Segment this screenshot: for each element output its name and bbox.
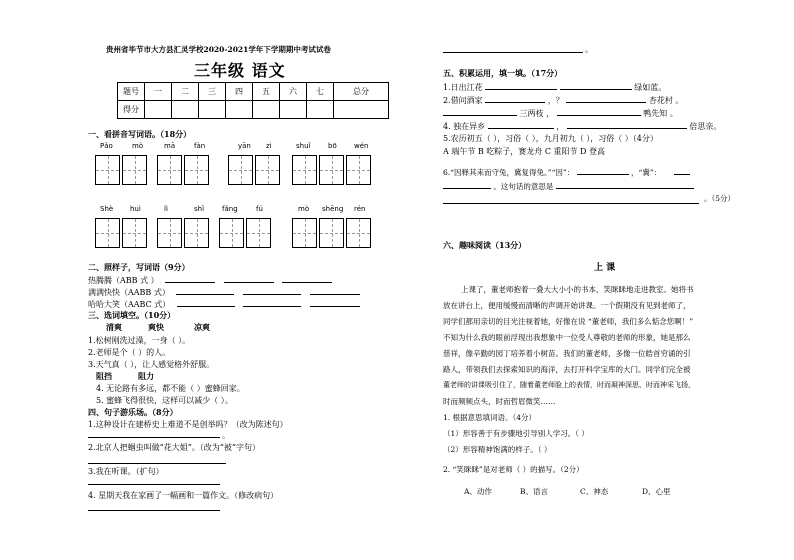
writing-grid[interactable] (292, 155, 317, 185)
passage-line: 董老师的讲课吸引住了，随着董老师脸上的表情，时而凝神深思，时而神采飞扬， (443, 381, 695, 389)
pinyin: zi (266, 142, 272, 150)
score-cell[interactable] (172, 101, 199, 119)
s2-example: 满满快快（AABB 式） (88, 288, 170, 297)
s5-line6 (443, 166, 690, 178)
s5-line2 (443, 94, 683, 106)
score-cell[interactable] (334, 101, 389, 119)
period: 。 (222, 431, 230, 440)
writing-grid[interactable] (157, 155, 182, 185)
score-col: 四 (226, 83, 253, 101)
writing-grid[interactable] (157, 218, 182, 248)
score-col: 一 (145, 83, 172, 101)
section4-heading: 四、句子游乐场。（8分） (88, 407, 178, 417)
passage-line: 同学们都用亲切的目光注视着她，好像在说 “董老师，我们多么惦念您啊！” (443, 317, 694, 326)
passage-line: 路人，带领我们去探索知识的海洋，去打开科学宝库的大门。同学们完全被 (443, 365, 691, 374)
answer-blank[interactable] (177, 298, 235, 307)
pinyin: yān (238, 142, 251, 150)
pinyin: fú (256, 205, 263, 213)
writing-grid[interactable] (219, 218, 244, 248)
writing-grid[interactable] (184, 218, 209, 248)
score-cell[interactable] (226, 101, 253, 119)
s3-line4: 4. 无论路有多远，都不能（ ）蜜蜂回家。 (96, 384, 245, 393)
answer-blank[interactable] (577, 166, 629, 175)
answer-blank[interactable] (674, 166, 690, 175)
pinyin: Shè (100, 205, 114, 213)
q1b: （2）形容精神饱满的样子。（ ） (443, 445, 552, 454)
score-col: 七 (307, 83, 334, 101)
score-cell[interactable] (145, 101, 172, 119)
writing-grid[interactable] (122, 218, 147, 248)
poem-text: ， (556, 122, 565, 131)
s2-line1 (88, 274, 332, 286)
pinyin: bō (328, 142, 337, 150)
question-text: ，“冀”： (631, 168, 662, 177)
writing-grid[interactable] (95, 218, 120, 248)
score-cell[interactable] (199, 101, 226, 119)
pinyin: lì (164, 205, 168, 213)
answer-blank[interactable] (488, 120, 554, 129)
word-choice: 凉爽 (194, 322, 210, 332)
section6-heading: 六、趣味阅读（13分） (443, 240, 527, 250)
section5-heading: 五、积累运用，填一填。（17分） (443, 68, 563, 78)
q2-option[interactable]: D、心里 (642, 487, 671, 496)
score-col: 六 (280, 83, 307, 101)
s2-line2 (88, 286, 360, 298)
passage-title: 上 课 (594, 263, 616, 273)
s4-line1: 1.这种设计在建桥史上难道不是创举吗？（改为陈述句） (88, 420, 288, 429)
score-row-label: 题号 (118, 83, 145, 101)
writing-grid[interactable] (319, 155, 344, 185)
answer-blank[interactable] (243, 298, 301, 307)
pinyin: fǎng (222, 205, 238, 213)
s5-line6-cont (443, 180, 694, 192)
pinyin: shǐ (194, 205, 205, 213)
pinyin: huì (130, 205, 141, 213)
score-row-label: 得分 (118, 101, 145, 119)
s5-line3 (443, 107, 678, 119)
q1: 1. 根据意思填词语。（4分） (443, 413, 537, 422)
s3-line5: 5. 蜜蜂飞得很快，这样可以减少（ ）。 (96, 396, 233, 405)
score-col-total: 总分 (334, 83, 389, 101)
word-choice: 阻挡 (96, 371, 112, 381)
writing-grid[interactable] (184, 155, 209, 185)
s4-line4: 4. 星期天我在家画了一幅画和一篇作文。（修改病句） (88, 491, 279, 500)
answer-blank[interactable] (557, 107, 641, 116)
answer-line[interactable] (443, 203, 699, 204)
s3-line3: 3.天气真（ ），让人感觉格外舒服。 (88, 360, 215, 369)
pinyin: shēng (322, 205, 344, 213)
answer-blank[interactable] (567, 120, 687, 129)
answer-blank[interactable] (282, 274, 332, 283)
section1-heading: 一、看拼音写词语。（18分） (88, 129, 192, 139)
answer-line[interactable] (88, 510, 220, 511)
q2: 2. “笑眯眯”是对老师（ ）的描写。（2分） (443, 465, 584, 474)
q2-option[interactable]: C、神态 (580, 487, 609, 496)
s3-line1: 1.松树刚洗过澡，一身（ ）。 (88, 336, 191, 345)
score-cell[interactable] (253, 101, 280, 119)
passage-line: 慈祥，像辛勤的园丁培养着小树苗。我们的董老师，多像一位皓首穷诵的引 (443, 349, 691, 358)
writing-grid[interactable] (122, 155, 147, 185)
s5-line5: 5.农历初五（ ），习俗（ ），九月初九（ ），习俗（ ）（4分） (443, 134, 658, 143)
poem-text: 杏花村 。 (648, 96, 684, 105)
q1a: （1）形容善于有步骤地引导别人学习。（ ） (443, 429, 589, 438)
writing-grid[interactable] (246, 218, 271, 248)
answer-blank[interactable] (310, 298, 360, 307)
writing-grid[interactable] (228, 155, 253, 185)
s5-options: A 端午节 B 吃粽子，赛龙舟 C 重阳节 D 登高 (443, 147, 605, 156)
answer-blank[interactable] (485, 81, 557, 90)
answer-blank[interactable] (443, 180, 491, 189)
writing-grid[interactable] (292, 218, 317, 248)
answer-line[interactable] (88, 484, 220, 485)
writing-grid[interactable] (255, 155, 280, 185)
pinyin: rén (354, 205, 366, 213)
passage-line: 放在讲台上，便用缓慢而清晰的声调开始讲课。一个假期没有见到老师了， (443, 301, 691, 310)
answer-blank[interactable] (556, 180, 694, 189)
score-table (117, 82, 389, 119)
pinyin: mā (164, 142, 176, 150)
word-choice: 阻力 (138, 371, 154, 381)
s5-points: 。（5分） (704, 194, 736, 203)
writing-grid[interactable] (319, 218, 344, 248)
pinyin: wén (354, 142, 369, 150)
period: 。 (585, 45, 593, 54)
s4-line3: 3.我在听课。（扩句） (88, 467, 164, 476)
writing-grid[interactable] (95, 155, 120, 185)
section3-heading: 三、选词填空。（10分） (88, 310, 176, 320)
s4-line2: 2.北京人把蝈虫叫做“花大姐”。（改为“被”字句） (88, 443, 260, 452)
answer-blank[interactable] (310, 286, 360, 295)
passage-line: 不知为什么我的眼前浮现出我想象中一位受人尊敬的老师的形象，她是那么 (443, 333, 691, 342)
pinyin: fàn (194, 142, 206, 150)
poem-text: 4. 独在异乡 (443, 122, 486, 131)
score-col: 三 (199, 83, 226, 101)
score-cell[interactable] (280, 101, 307, 119)
score-col: 二 (172, 83, 199, 101)
s5-line4 (443, 120, 721, 132)
answer-blank[interactable] (560, 81, 632, 90)
pinyin: Pǎo (100, 142, 113, 150)
answer-blank[interactable] (165, 274, 215, 283)
answer-blank[interactable] (443, 107, 517, 116)
poem-text: 三两枝 ， (519, 109, 555, 118)
s2-example: 哈哈大笑（AABC 式） (88, 300, 171, 309)
answer-blank[interactable] (566, 94, 646, 103)
school-title: 贵州省毕节市大方县汇灵学校2020-2021学年下学期期中考试试卷 (106, 45, 331, 54)
answer-blank[interactable] (224, 274, 274, 283)
answer-blank[interactable] (485, 94, 545, 103)
poem-text: 鸭先知 。 (643, 109, 678, 118)
poem-text: 1.日出江花 (443, 83, 483, 92)
score-col: 五 (253, 83, 280, 101)
answer-line[interactable] (88, 463, 226, 464)
score-cell[interactable] (307, 101, 334, 119)
section2-heading: 二、照样子，写词语（9分） (88, 262, 190, 272)
grade-title: 三年级 语文 (194, 61, 286, 80)
question-text: 6.“因释其耒而守兔，冀复得兔。”“因”： (443, 168, 575, 177)
word-choice: 清爽 (106, 322, 122, 332)
s2-line3 (88, 298, 360, 310)
s5-line1 (443, 81, 666, 93)
word-choice: 爽快 (148, 322, 164, 332)
answer-blank[interactable] (176, 286, 234, 295)
answer-line[interactable] (88, 437, 220, 438)
poem-text: 绿如蓝。 (634, 83, 667, 92)
writing-grid[interactable] (346, 218, 371, 248)
pinyin: mò (132, 142, 144, 150)
writing-grid[interactable] (346, 155, 371, 185)
s2-example: 热腾腾（ABB 式 ） (88, 276, 159, 285)
poem-text: 2.借问酒家 (443, 96, 483, 105)
q2-option[interactable]: A、动作 (464, 487, 492, 496)
passage-line: 时而频频点头，时而哲眉微笑…… (443, 397, 556, 406)
pinyin: shuǐ (296, 142, 311, 150)
poem-text: ，？ (547, 96, 564, 105)
poem-text: 倍思亲。 (689, 122, 722, 131)
answer-line[interactable] (443, 52, 583, 53)
answer-blank[interactable] (243, 286, 301, 295)
q2-option[interactable]: B、语言 (520, 487, 549, 496)
passage-line: 上课了，董老师抱着一叠大大小小的书本，笑眯眯地走进教室。她将书 (461, 285, 694, 294)
question-text: 。这句话的意思是 (493, 182, 554, 191)
s3-line2: 2.老师是个（ ）的人。 (88, 348, 171, 357)
pinyin: mò (298, 205, 310, 213)
